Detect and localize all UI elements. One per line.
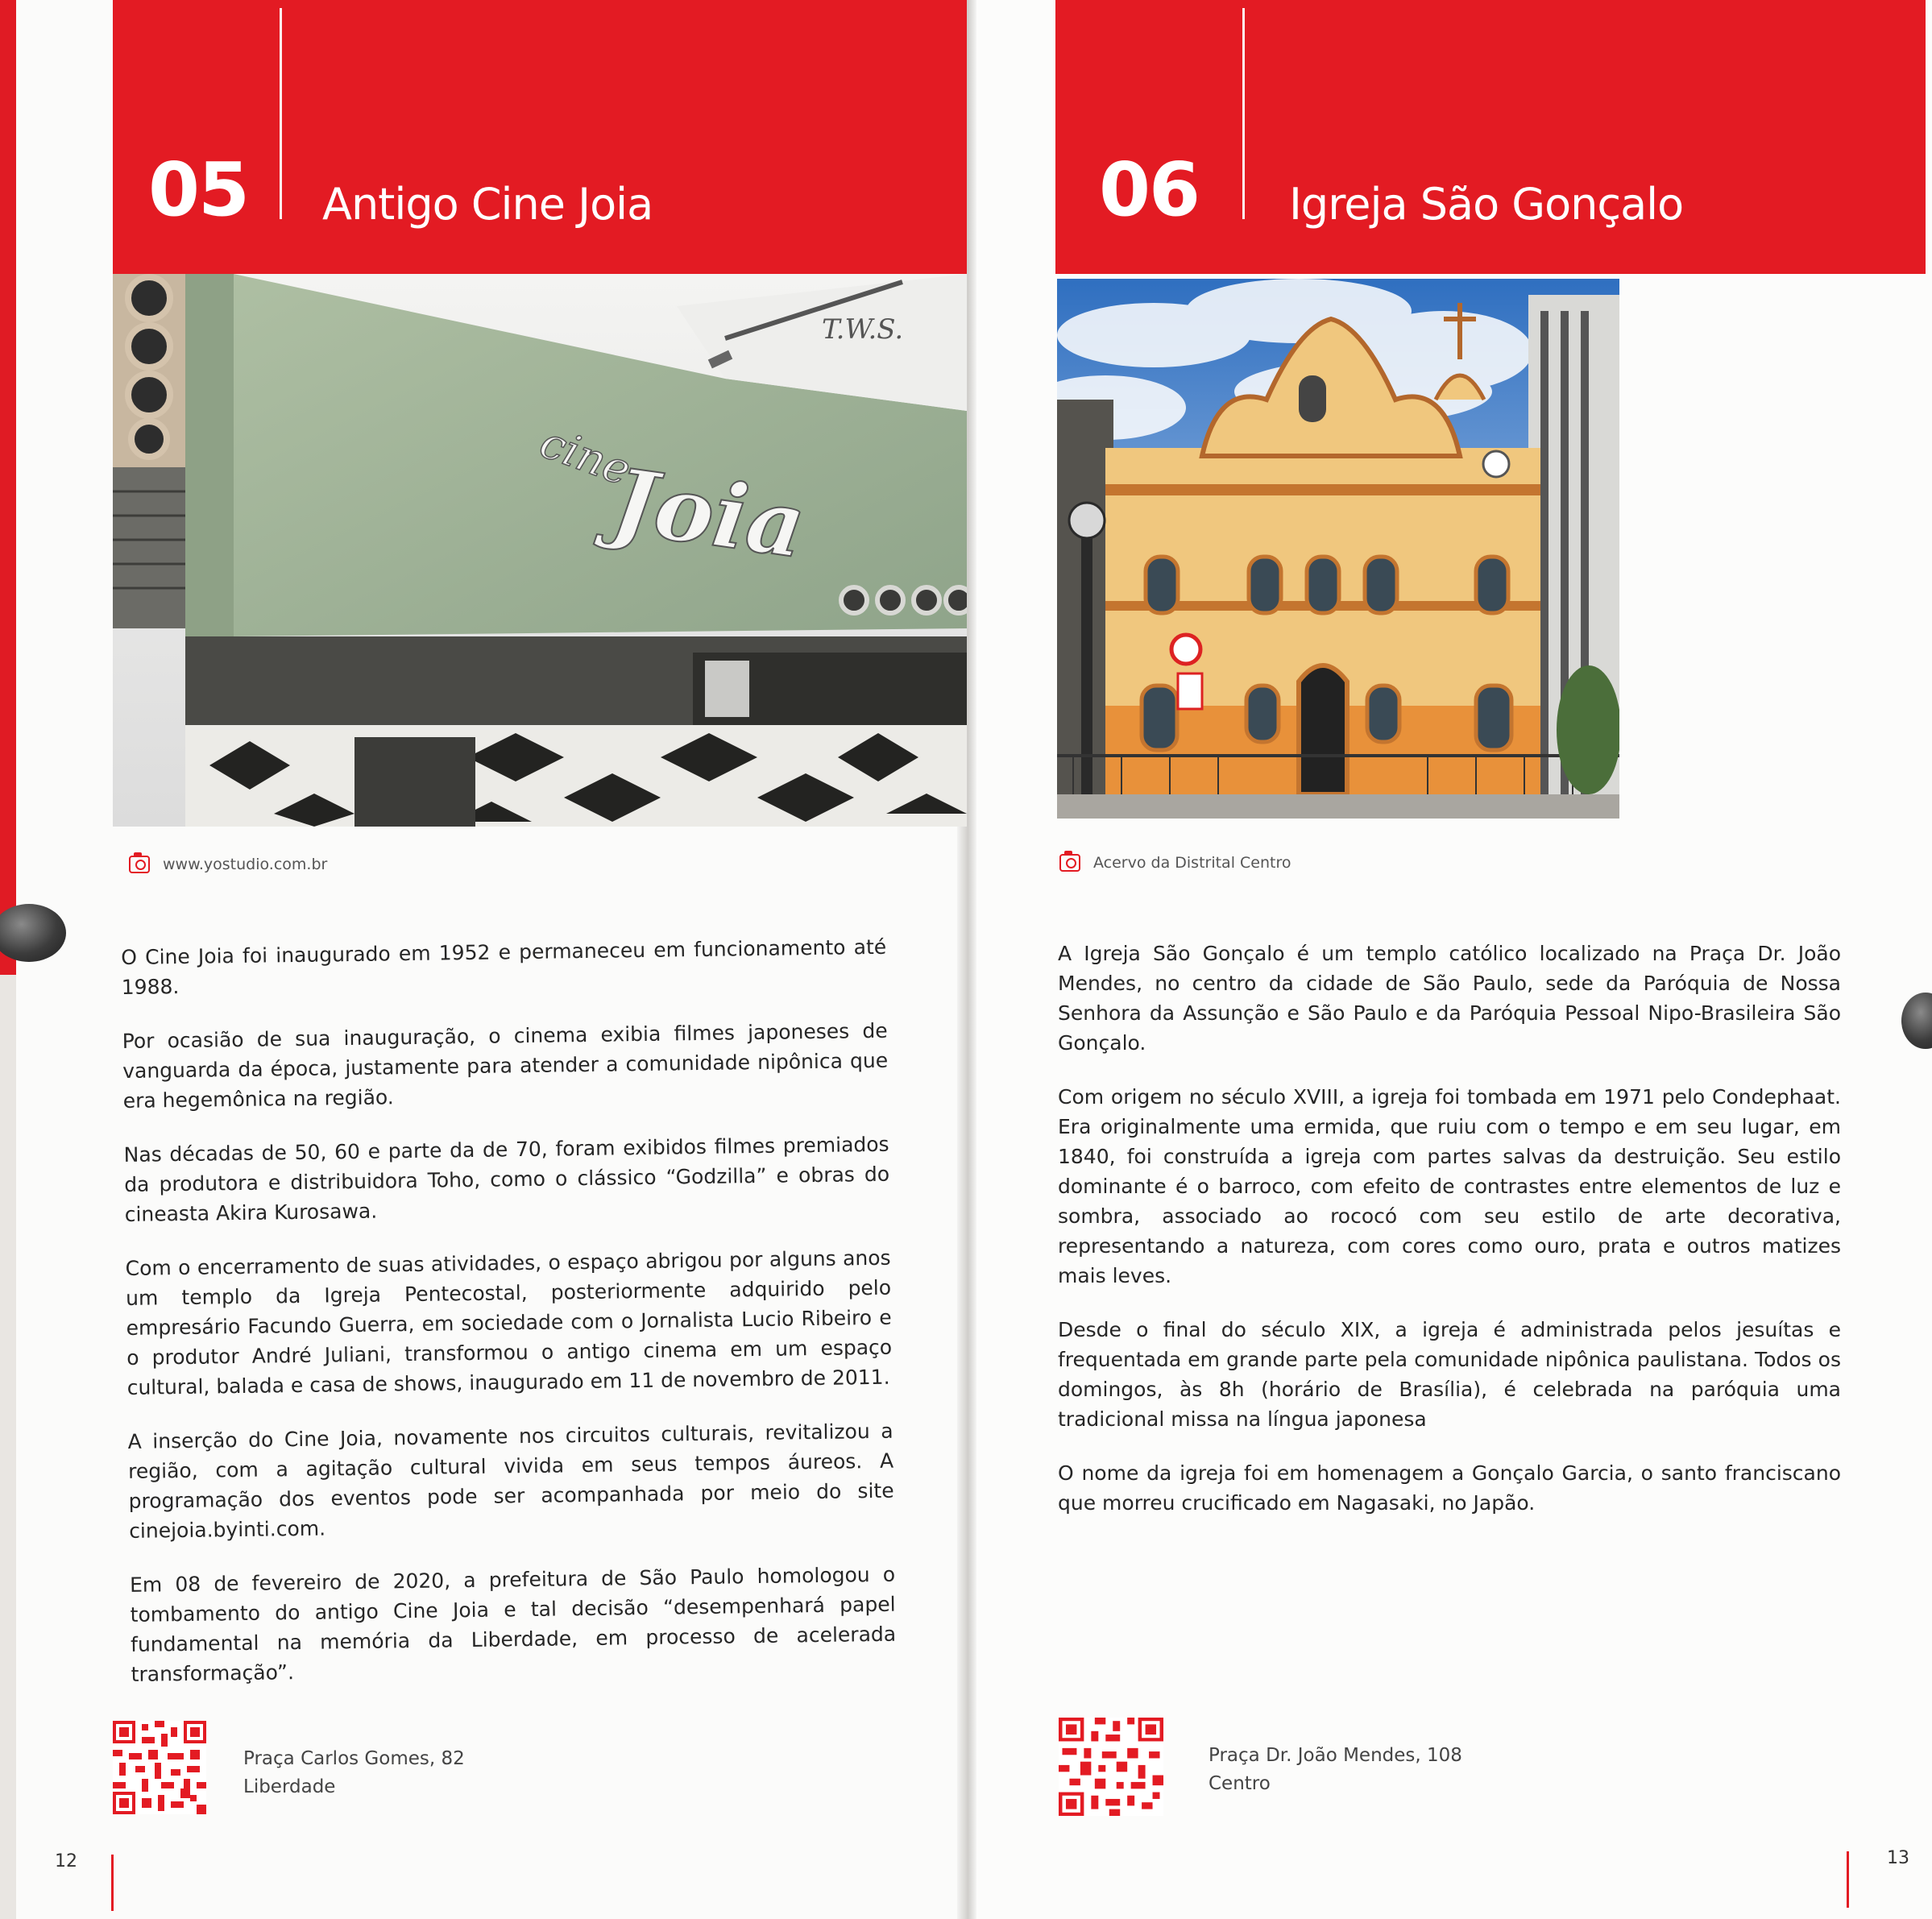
camera-icon — [129, 856, 150, 873]
section-number: 05 — [148, 147, 249, 233]
paragraph: A Igreja São Gonçalo é um templo católico localizado na Praça Dr. João Mendes, no centro da cidade de São Paulo, sede da Paróquia de Nossa Senhora da Assunção e São Paulo e da Paróquia Pessoal Nipo-Brasileira São Gonçalo. — [1058, 942, 1841, 1055]
section-title: Antigo Cine Joia — [322, 179, 653, 230]
igreja-sao-goncalo-photo — [1057, 279, 1619, 819]
photo-credit-left — [129, 856, 327, 873]
header-divider — [280, 8, 282, 219]
address-district: Liberdade — [243, 1776, 336, 1797]
paragraph: Em 08 de fevereiro de 2020, a prefeitura de São Paulo homologou o tombamento do antigo Cine Joia e tal decisão “desempenhará papel fundamental na memória da Liberdade, em processo de acelerada transformação”. — [129, 1562, 897, 1686]
address-left — [243, 1745, 465, 1801]
right-article-body — [1058, 939, 1841, 1542]
paragraph: Com origem no século XVIII, a igreja foi tombada em 1971 pelo Condephaat. Era originalmente uma ermida, que ruiu com o tempo e em seu lugar, em 1840, foi construída a igreja com partes salvas da destruição. Seu estilo dominante é o barroco, com efeito de contrastes entre elementos de luz e sombra, associado ao rococó com seu estilo de arte decorativa, representando a natureza, com cores como ouro, prata e outros matizes mais leves. — [1058, 1085, 1841, 1287]
section-title: Igreja São Gonçalo — [1289, 179, 1684, 230]
paragraph: Desde o final do século XIX, a igreja é administrada pelos jesuítas e frequentada em grande parte pela comunidade nipônica paulistana. Todos os domingos, às 8h (horário de Brasília), é celebrada na paróquia uma tradicional missa na língua japonesa — [1058, 1318, 1841, 1431]
address-district: Centro — [1209, 1773, 1271, 1794]
page-number-left: 12 — [55, 1851, 77, 1871]
credit-text: www.yostudio.com.br — [163, 856, 328, 873]
paragraph: O nome da igreja foi em homenagem a Gonçalo Garcia, o santo franciscano que morreu crucificado em Nagasaki, no Japão. — [1058, 1461, 1841, 1515]
paragraph: O Cine Joia foi inaugurado em 1952 e permaneceu em funcionamento até 1988. — [121, 935, 887, 999]
credit-text: Acervo da Distrital Centro — [1093, 854, 1291, 872]
paragraph: Nas décadas de 50, 60 e parte da de 70, foram exibidos filmes premiados da produtora e distribuidora Toho, como o clássico “Godzilla” e obras do cineasta Akira Kurosawa. — [123, 1132, 890, 1226]
paragraph: Por ocasião de sua inauguração, o cinema exibia filmes japoneses de vanguarda da época, justamente para atender a comunidade nipônica que era hegemônica na região. — [122, 1018, 889, 1113]
svg-text:cine: cine — [533, 416, 638, 496]
paragraph: Com o encerramento de suas atividades, o espaço abrigou por alguns anos um templo da Igreja Pentecostal, posteriormente adquirido pelo empresário Facundo Guerra, em sociedade com o Jornalista Lucio Ribeiro e o produtor André Juliani, transformou o antigo cinema em um espaço cultural, balada e casa de shows, inaugurado em 11 de novembro de 2011. — [125, 1245, 893, 1399]
photo-credit-right — [1059, 854, 1291, 872]
section-header-05 — [113, 0, 967, 274]
section-header-06 — [1055, 0, 1926, 274]
page-number-rule — [111, 1855, 114, 1911]
page-number-rule — [1847, 1851, 1849, 1908]
qr-code-icon[interactable] — [113, 1721, 206, 1814]
header-divider — [1242, 8, 1245, 219]
left-article-body — [121, 932, 897, 1714]
page-number-right: 13 — [1887, 1848, 1909, 1868]
svg-text:Joia: Joia — [606, 448, 812, 578]
address-right — [1209, 1742, 1462, 1798]
address-street: Praça Carlos Gomes, 82 — [243, 1748, 465, 1769]
cine-joia-photo — [113, 274, 967, 827]
section-number: 06 — [1099, 147, 1200, 233]
camera-icon — [1059, 854, 1080, 872]
svg-text:T.W.S.: T.W.S. — [822, 313, 904, 346]
qr-code-icon[interactable] — [1059, 1718, 1163, 1816]
address-street: Praça Dr. João Mendes, 108 — [1209, 1745, 1462, 1766]
paragraph: A inserção do Cine Joia, novamente nos circuitos culturais, revitalizou a região, com a agitação cultural vivida em seus tempos áureos. A programação dos eventos pode ser acompanhada por meio do site cinejoia.byinti.com. — [127, 1419, 894, 1543]
